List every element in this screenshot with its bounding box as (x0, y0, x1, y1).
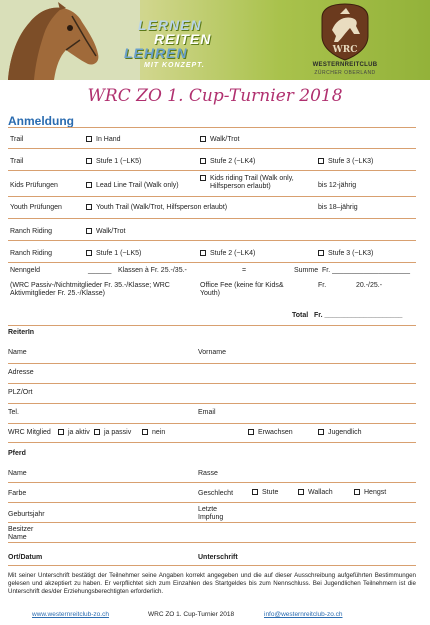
class-label: Youth Prüfungen (10, 204, 62, 211)
checkbox-icon[interactable] (86, 158, 92, 164)
equals-sign: = (242, 267, 247, 274)
horse-owner-row[interactable] (8, 526, 416, 543)
club-crest-icon (300, 0, 390, 62)
class-label: Trail (10, 158, 24, 165)
horse-gender-label: Geschlecht (198, 490, 234, 497)
rider-name-label: Name (8, 349, 27, 356)
checkbox-icon[interactable] (298, 489, 304, 495)
class-label: Trail (10, 136, 24, 143)
class-row (8, 221, 416, 241)
checkbox-icon[interactable] (318, 250, 324, 256)
logo-region: ZÜRCHER OBERLAND (314, 70, 376, 76)
rider-vorname-label: Vorname (198, 349, 227, 356)
class-label: Ranch Riding (10, 228, 53, 235)
class-option[interactable]: In Hand (86, 136, 121, 144)
rider-address-row[interactable] (8, 368, 416, 384)
checkbox-icon[interactable] (318, 158, 324, 164)
age-option[interactable]: Jugendlich (318, 429, 361, 437)
page-footer (8, 611, 416, 621)
checkbox-icon[interactable] (94, 429, 100, 435)
class-label: Kids Prüfungen (10, 182, 58, 189)
class-row (8, 173, 416, 197)
rider-heading: ReiterIn (8, 329, 35, 336)
divider (8, 127, 416, 128)
class-option[interactable]: Stufe 1 (~LK5) (86, 158, 141, 166)
horse-breed-label: Rasse (198, 470, 218, 477)
fee-section (8, 267, 416, 307)
gender-option[interactable]: Stute (252, 489, 278, 497)
terms-text: Mit seiner Unterschrift bestätigt der Teilnehmer seine Angaben korrekt angegeben und die auf dieser Ausschreibung aufgeführten Bestimmungen gelesen und akzeptiert zu haben. Er verpflichtet sich zum Einzahlen des Startgeldes bis zum Nennschluss. Bei Jugendlichen Teilnehmern ist die Unterschrift des/der Erziehungsberechtigten erforderlich. (8, 572, 416, 595)
website-link[interactable]: www.westernreitclub-zo.ch (32, 611, 109, 618)
horse-name-label: Name (8, 470, 27, 477)
nenngeld-count-blank[interactable]: ______ (88, 267, 112, 274)
class-row (8, 129, 416, 149)
checkbox-icon[interactable] (142, 429, 148, 435)
age-option[interactable]: Erwachsen (248, 429, 293, 437)
wrc-fee-note: (WRC Passiv-/Nichtmitglieder Fr. 35.-/Klasse; WRC Aktivmitglieder Fr. 25.-/Klasse) (10, 282, 170, 298)
rider-plz-row[interactable] (8, 388, 416, 404)
checkbox-icon[interactable] (200, 175, 206, 181)
class-row (8, 243, 416, 263)
horse-name-row[interactable] (8, 469, 416, 483)
horse-heading: Pferd (8, 450, 26, 457)
horse-vaccination-label: Letzte Impfung (198, 506, 224, 522)
checkbox-icon[interactable] (86, 136, 92, 142)
office-fee-amount: 20.-/25.- (356, 282, 383, 289)
checkbox-icon[interactable] (58, 429, 64, 435)
horse-color-label: Farbe (8, 490, 27, 497)
signature-label: Unterschrift (198, 554, 238, 561)
membership-option[interactable]: nein (142, 429, 165, 437)
membership-option[interactable]: ja aktiv (58, 429, 90, 437)
membership-option[interactable]: ja passiv (94, 429, 131, 437)
class-note: bis 12-jährig (318, 182, 357, 189)
class-option[interactable]: Stufe 2 (~LK4) (200, 250, 255, 258)
rider-plz-label: PLZ/Ort (8, 389, 33, 396)
horse-head-image (0, 0, 140, 80)
total-label: Total (292, 312, 309, 319)
checkbox-icon[interactable] (86, 250, 92, 256)
checkbox-icon[interactable] (354, 489, 360, 495)
class-row (8, 151, 416, 171)
club-logo (300, 0, 390, 80)
email-link[interactable]: info@westernreitclub-zo.ch (264, 611, 343, 618)
rider-heading-row (8, 329, 416, 341)
checkbox-icon[interactable] (86, 204, 92, 210)
class-option[interactable]: Walk/Trot (200, 136, 239, 144)
nenngeld-label: Nenngeld (10, 267, 40, 274)
summe-label: Summe (294, 267, 319, 274)
divider (8, 325, 416, 326)
checkbox-icon[interactable] (200, 158, 206, 164)
summe-field[interactable]: Fr. ____________________ (322, 267, 410, 274)
gender-option[interactable]: Hengst (354, 489, 386, 497)
class-option[interactable]: Stufe 3 (~LK3) (318, 158, 373, 166)
page-title: WRC ZO 1. Cup-Turnier 2018 (87, 86, 343, 106)
rider-email-label: Email (198, 409, 216, 416)
gender-option[interactable]: Wallach (298, 489, 333, 497)
rider-tel-label: Tel. (8, 409, 19, 416)
slogan-line-2: REITEN (154, 31, 212, 47)
class-option[interactable]: Stufe 3 (~LK3) (318, 250, 373, 258)
checkbox-icon[interactable] (86, 228, 92, 234)
slogan (124, 17, 212, 69)
header-banner (0, 0, 430, 80)
rider-tel-row[interactable] (8, 408, 416, 424)
klassen-price: Klassen à Fr. 25.-/35.- (118, 267, 187, 274)
horse-birth-row[interactable] (8, 508, 416, 523)
checkbox-icon[interactable] (248, 429, 254, 435)
class-option[interactable]: Walk/Trot (86, 228, 125, 236)
slogan-line-4: MIT KONZEPT. (144, 62, 205, 69)
section-heading: Anmeldung (8, 114, 74, 128)
divider (8, 442, 416, 443)
logo-letters: WRC (332, 45, 358, 55)
horse-color-row[interactable] (8, 489, 416, 503)
horse-owner-label: Besitzer Name (8, 526, 34, 542)
total-field[interactable]: Fr. ____________________ (314, 312, 403, 319)
horse-heading-row (8, 450, 416, 462)
checkbox-icon[interactable] (86, 182, 92, 188)
slogan-line-1: LERNEN (138, 17, 202, 33)
slogan-line-3: LEHREN (124, 45, 188, 61)
logo-club-name: WESTERNREITCLUB (312, 62, 378, 68)
checkbox-icon[interactable] (252, 489, 258, 495)
signature-row[interactable] (8, 554, 416, 566)
checkbox-icon[interactable] (200, 250, 206, 256)
membership-label: WRC Mitglied (8, 429, 51, 436)
rider-name-row[interactable] (8, 348, 416, 364)
class-row (8, 199, 416, 219)
class-option[interactable]: Youth Trail (Walk/Trot, Hilfsperson erlaubt) (86, 204, 227, 212)
office-fee-label: Office Fee (keine für Kids& Youth) (200, 282, 284, 298)
rider-membership-row (8, 429, 416, 441)
rider-address-label: Adresse (8, 369, 34, 376)
class-option[interactable]: Stufe 2 (~LK4) (200, 158, 255, 166)
class-option[interactable]: Stufe 1 (~LK5) (86, 250, 141, 258)
office-fee-fr: Fr. (318, 282, 327, 289)
horse-birth-label: Geburtsjahr (8, 511, 45, 518)
footer-title: WRC ZO 1. Cup-Turnier 2018 (148, 611, 235, 618)
place-date-label: Ort/Datum (8, 554, 43, 561)
checkbox-icon[interactable] (200, 136, 206, 142)
class-label: Ranch Riding (10, 250, 53, 257)
class-option[interactable]: Lead Line Trail (Walk only) (86, 182, 179, 190)
total-row (8, 312, 416, 324)
class-note: bis 18–jährig (318, 204, 358, 211)
checkbox-icon[interactable] (318, 429, 324, 435)
class-option[interactable]: Kids riding Trail (Walk only, Hilfsperson erlaubt) (200, 175, 312, 191)
